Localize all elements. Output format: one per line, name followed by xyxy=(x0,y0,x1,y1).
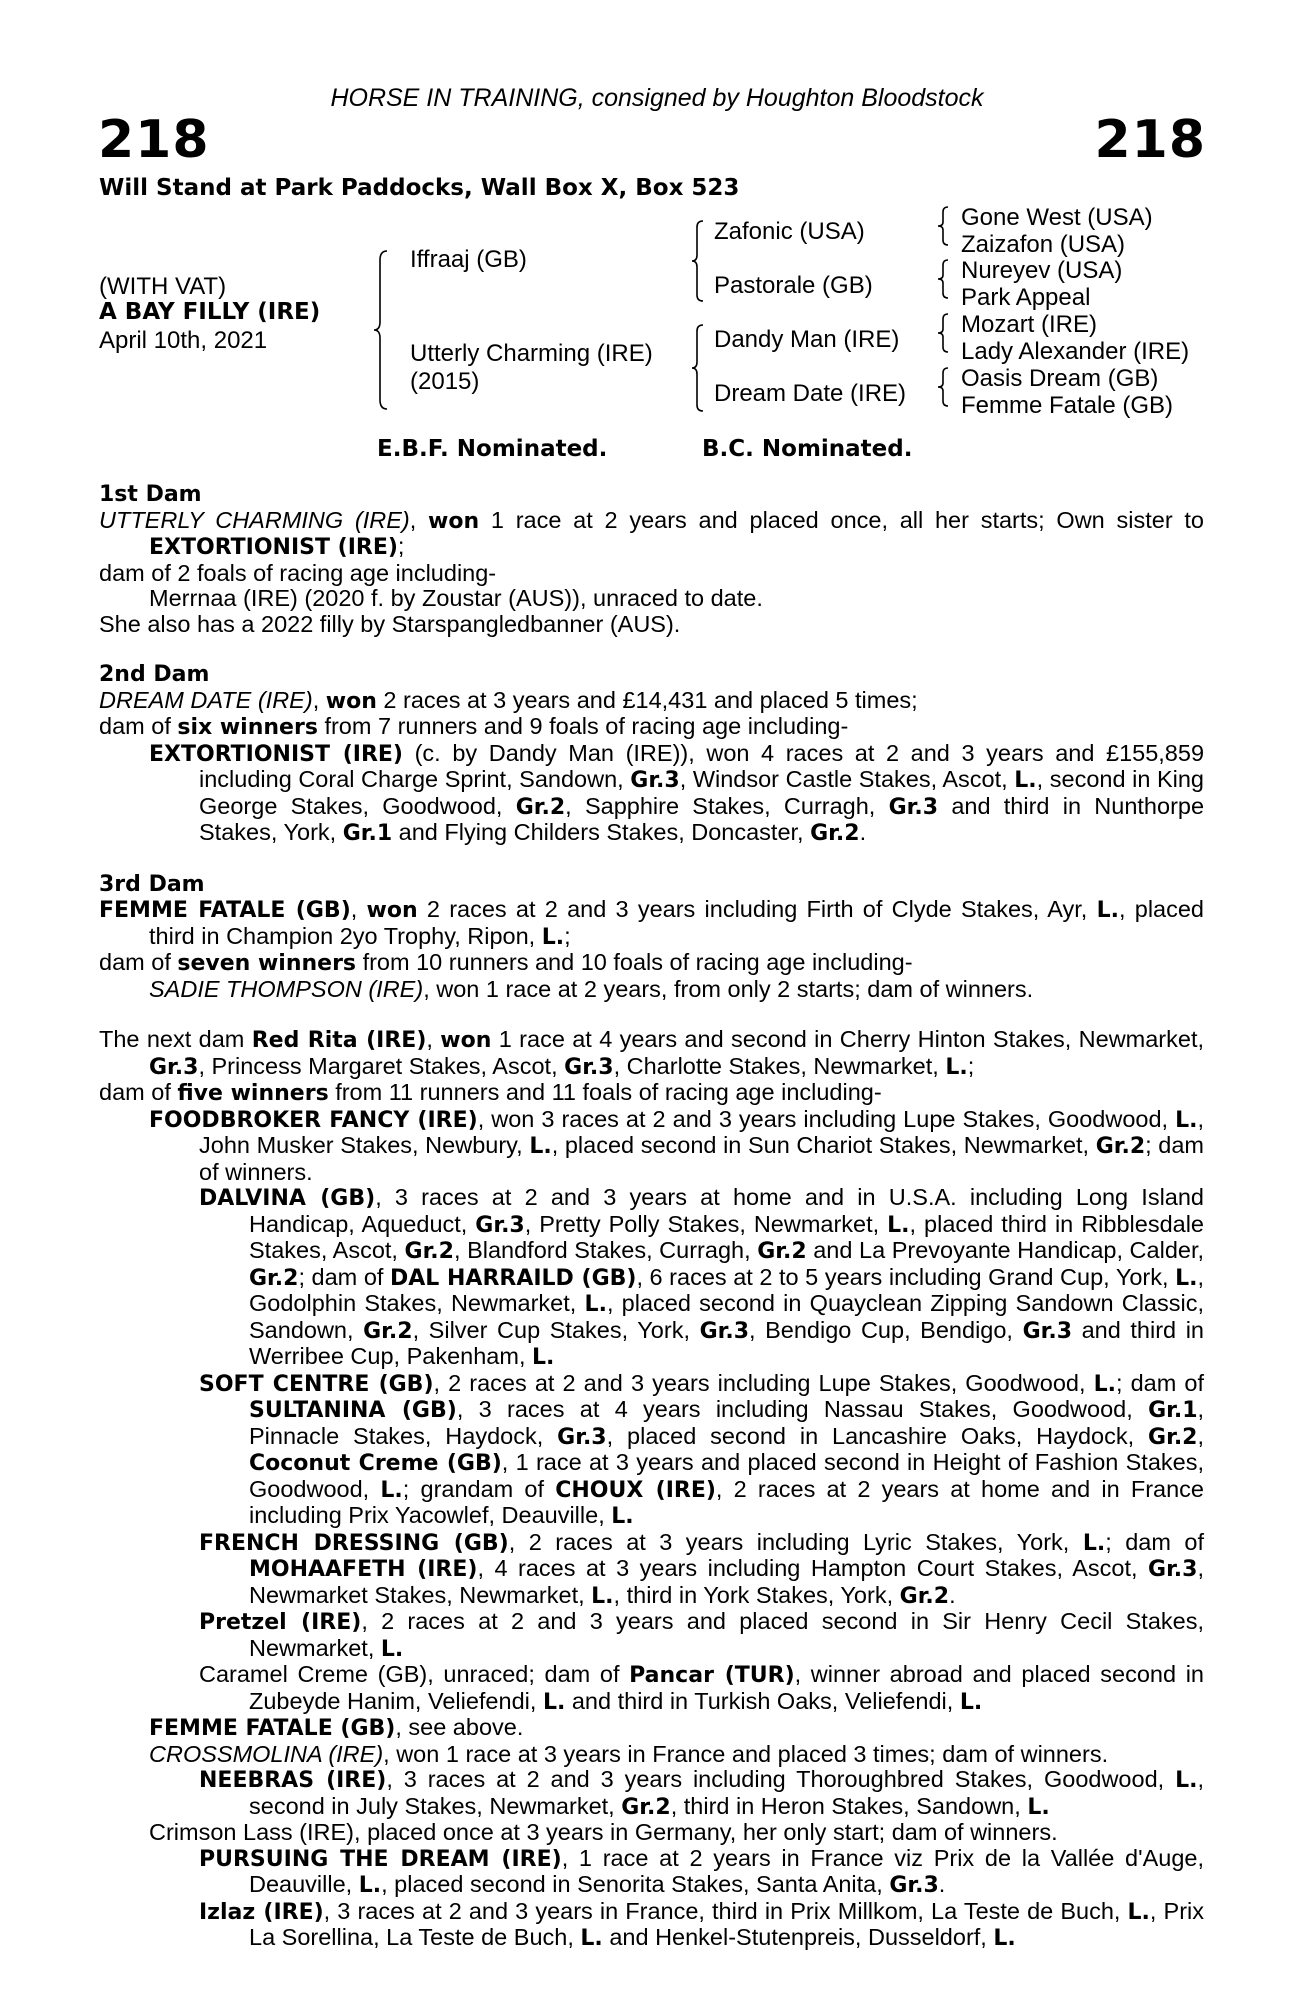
grade-label: L. xyxy=(959,1689,983,1715)
pedigree-brace-g3-1 xyxy=(936,206,950,246)
record-text: , won 3 races at 2 and 3 years including Lupe Stakes, Goodwood, xyxy=(477,1105,1169,1132)
produce-entry-izlaz xyxy=(99,1899,1204,1952)
produce-entry-crimson-lass xyxy=(99,1820,1204,1846)
record-text: , John Musker Stakes, Newbury, xyxy=(199,1105,1204,1158)
record-text: , 2 races at 2 and 3 years including Lupe Stakes, Goodwood, xyxy=(433,1369,1086,1396)
record-text: . xyxy=(938,1871,946,1897)
record-text: , placed second in Senorita Stakes, Santa Anita, xyxy=(381,1871,883,1897)
record-text: and third in Nunthorpe Stakes, York, xyxy=(199,792,1205,845)
record-text: from 7 runners and 9 foals of racing age including- xyxy=(324,713,849,739)
dam-name: Utterly Charming (IRE) xyxy=(410,340,653,367)
sire-sire-name: Zafonic (USA) xyxy=(714,218,865,245)
produce-name: FEMME FATALE (GB) xyxy=(149,1716,396,1741)
record-text: , Pinnacle Stakes, Haydock, xyxy=(249,1396,1205,1449)
next-dam-record: The next dam Red Rita (IRE), won 1 race at 4 years and second in Cherry Hinton Stakes, Newmarket, Gr.3, Princess Margaret Stakes, Ascot, Gr.3, Charlotte Stakes, Newmarket, L.; xyxy=(99,1026,1205,1080)
grade-label: L. xyxy=(358,1873,382,1898)
section-heading-1st-dam: 1st Dam xyxy=(99,482,202,507)
produce-entry-soft-centre xyxy=(99,1371,1204,1530)
won-label: won xyxy=(440,1028,492,1053)
record-text: Crimson Lass (IRE), placed once at 3 years in Germany, her only start; dam of winners. xyxy=(149,1819,1058,1845)
ebf-nomination: E.B.F. Nominated. xyxy=(377,436,608,462)
sire-name: Iffraaj (GB) xyxy=(410,246,527,273)
record-text: , Princess Margaret Stakes, Ascot, xyxy=(198,1052,558,1079)
record-text: , placed second in Quayclean Zipping Sandown Classic, Sandown, xyxy=(249,1290,1204,1343)
record-text: and Flying Childers Stakes, Doncaster, xyxy=(398,819,804,845)
record-text: ; xyxy=(564,922,571,949)
grade-label: Gr.1 xyxy=(342,821,393,846)
record-text: 1 race at 2 years and placed once, all her starts; Own sister to xyxy=(490,506,1204,533)
section-heading-2nd-dam: 2nd Dam xyxy=(99,662,210,687)
record-text: ; dam of xyxy=(1105,1528,1204,1555)
record-text: and Henkel-Stutenpreis, Dusseldorf, xyxy=(609,1924,987,1950)
grade-label: L. xyxy=(591,1583,614,1609)
g3-name: Zaizafon (USA) xyxy=(961,231,1126,258)
produce-name: Pretzel (IRE) xyxy=(199,1610,362,1635)
produce-name: NEEBRAS (IRE) xyxy=(199,1768,387,1793)
g3-name: Nureyev (USA) xyxy=(961,257,1123,284)
stable-location: Will Stand at Park Paddocks, Wall Box X, Box 523 xyxy=(99,175,740,201)
record-text: , Godolphin Stakes, Newmarket, xyxy=(249,1263,1205,1316)
grade-label: L. xyxy=(580,1926,603,1951)
record-text: , 2 races at 2 years at home and in France including Prix Yacowlef, Deauville, xyxy=(249,1475,1204,1528)
bc-nomination: B.C. Nominated. xyxy=(702,436,913,462)
grade-label: Gr.2 xyxy=(1095,1134,1146,1159)
pedigree-brace-g3-2 xyxy=(936,259,950,299)
record-text: The next dam xyxy=(99,1026,245,1052)
g3-name: Femme Fatale (GB) xyxy=(961,392,1174,419)
produce-entry-femme-fatale xyxy=(99,1715,1204,1742)
grade-label: L. xyxy=(541,924,565,950)
record-text: . xyxy=(859,819,867,845)
record-text: , placed second in Lancashire Oaks, Haydock, xyxy=(606,1422,1135,1449)
grade-label: L. xyxy=(1096,898,1119,923)
grade-label: L. xyxy=(380,1636,404,1662)
record-text: dam of xyxy=(99,1079,171,1105)
record-text: , Silver Cup Stakes, York, xyxy=(412,1316,690,1343)
first-dam-produce: dam of 2 foals of racing age including- xyxy=(99,559,497,586)
record-text: , 3 races at 2 and 3 years at home and in U.S.A. including Long Island Handicap, Aqueduct, xyxy=(249,1184,1204,1237)
lot-number-left: 218 xyxy=(98,110,210,170)
grade-label: Gr.3 xyxy=(630,768,680,793)
produce-name: Coconut Creme (GB) xyxy=(249,1451,502,1476)
grade-label: L. xyxy=(1175,1768,1198,1793)
grade-label: Gr.3 xyxy=(475,1212,525,1238)
dam-name: UTTERLY CHARMING (IRE) xyxy=(99,506,410,533)
grade-label: L. xyxy=(529,1134,552,1159)
produce-record xyxy=(99,482,1204,1952)
produce-entry-pursuing-the-dream xyxy=(99,1846,1204,1899)
grade-label: L. xyxy=(611,1504,634,1529)
grade-label: L. xyxy=(532,1345,555,1370)
winners-count: five winners xyxy=(177,1081,329,1106)
grade-label: Gr.2 xyxy=(249,1265,299,1291)
grade-label: Gr.3 xyxy=(888,794,939,820)
grade-label: L. xyxy=(380,1477,403,1503)
record-text: , Blandford Stakes, Curragh, xyxy=(453,1237,751,1263)
grade-label: Gr.2 xyxy=(810,821,860,846)
record-text: . xyxy=(949,1581,956,1608)
pedigree-brace-g3-3 xyxy=(936,313,950,353)
record-text: (c. by Dandy Man (IRE)), won 4 races at 2 and 3 years and £155,859 including Coral Charge Sprint, Sandown, xyxy=(199,739,1205,792)
third-dam-record: FEMME FATALE (GB), won 2 races at 2 and 3 years including Firth of Clyde Stakes, Ayr, L., placed third in Champion 2yo Trophy, Ripon, L.; xyxy=(99,896,1205,950)
record-text: , 2 races at 2 and 3 years and placed second in Sir Henry Cecil Stakes, Newmarket, xyxy=(249,1608,1204,1661)
grade-label: L. xyxy=(1093,1371,1116,1397)
produce-name: MOHAAFETH (IRE) xyxy=(249,1557,478,1582)
won-label: won xyxy=(428,508,480,534)
record-text: 2 races at 2 and 3 years including Firth of Clyde Stakes, Ayr, xyxy=(426,896,1088,922)
record-text: , 1 race at 2 years in France viz Prix de la Vallée d'Auge, Deauville, xyxy=(249,1844,1204,1897)
record-text: 2 races at 3 years and £14,431 and placed 5 times; xyxy=(383,686,918,713)
record-text: , won 1 race at 2 years, from only 2 starts; dam of winners. xyxy=(423,975,1034,1002)
record-text: , second in July Stakes, Newmarket, xyxy=(249,1766,1204,1819)
record-text: 1 race at 4 years and second in Cherry Hinton Stakes, Newmarket, xyxy=(498,1026,1205,1052)
consignor-title: HORSE IN TRAINING, consigned by Houghton Bloodstock xyxy=(330,84,984,112)
produce-name: SOFT CENTRE (GB) xyxy=(199,1371,434,1397)
produce-name: SULTANINA (GB) xyxy=(249,1398,457,1423)
grade-label: Gr.3 xyxy=(564,1054,614,1080)
produce-name: DAL HARRAILD (GB) xyxy=(390,1265,637,1291)
second-dam-record: DREAM DATE (IRE), won 2 races at 3 years and £14,431 and placed 5 times; xyxy=(99,686,918,714)
record-text: , placed third in Champion 2yo Trophy, Ripon, xyxy=(149,896,1205,949)
grade-label: L. xyxy=(887,1212,910,1238)
produce-entry-extortionist xyxy=(99,741,1204,847)
record-text: , 1 race at 3 years and placed second in Height of Fashion Stakes, Goodwood, xyxy=(249,1449,1204,1502)
produce-entry-neebras xyxy=(99,1767,1204,1820)
produce-name: FOODBROKER FANCY (IRE) xyxy=(149,1107,478,1133)
grade-label: L. xyxy=(1127,1899,1150,1925)
record-text: , Windsor Castle Stakes, Ascot, xyxy=(679,766,1008,792)
record-text: , 3 races at 2 and 3 years in France, third in Prix Millkom, La Teste de Buch, xyxy=(323,1897,1121,1924)
record-text: , Pretty Polly Stakes, Newmarket, xyxy=(524,1210,880,1237)
won-label: won xyxy=(325,688,377,714)
g3-name: Lady Alexander (IRE) xyxy=(961,338,1190,365)
grade-label: Gr.3 xyxy=(149,1054,199,1080)
record-text: , Charlotte Stakes, Newmarket, xyxy=(613,1052,939,1079)
record-text: ; dam of winners. xyxy=(199,1132,1204,1185)
vat-note: (WITH VAT) xyxy=(99,273,227,300)
produce-name: PURSUING THE DREAM (IRE) xyxy=(199,1846,562,1872)
dam-foal-year: (2015) xyxy=(410,368,480,395)
dam-name: FEMME FATALE (GB) xyxy=(99,898,351,923)
produce-entry-foodbroker xyxy=(99,1107,1204,1186)
record-text: , Bendigo Cup, Bendigo, xyxy=(749,1316,1013,1343)
grade-label: Gr.3 xyxy=(889,1873,939,1898)
winners-count: six winners xyxy=(177,715,318,740)
produce-name: EXTORTIONIST (IRE) xyxy=(149,741,403,767)
record-text: , Sapphire Stakes, Curragh, xyxy=(565,792,876,819)
pedigree-brace-sire xyxy=(690,220,706,302)
grade-label: Gr.2 xyxy=(621,1794,671,1820)
record-text: , placed third in Ribblesdale Stakes, Ascot, xyxy=(249,1210,1204,1263)
record-text: , third in York Stakes, York, xyxy=(613,1581,894,1608)
produce-name: CROSSMOLINA (IRE) xyxy=(149,1740,384,1767)
grade-label: Gr.3 xyxy=(699,1318,749,1344)
produce-entry-pretzel xyxy=(99,1609,1204,1662)
record-text: and La Prevoyante Handicap, Calder, xyxy=(813,1237,1205,1263)
grade-label: L. xyxy=(1014,768,1037,793)
horse-name: A BAY FILLY (IRE) xyxy=(99,299,321,325)
record-text: , placed second in Sun Chariot Stakes, Newmarket, xyxy=(551,1132,1090,1158)
grade-label: L. xyxy=(1175,1107,1198,1133)
record-text: from 10 runners and 10 foals of racing age including- xyxy=(362,949,913,975)
next-dam-produce xyxy=(99,1080,1204,1107)
foaling-date: April 10th, 2021 xyxy=(99,327,268,354)
grade-label: Gr.2 xyxy=(899,1583,950,1609)
grade-label: Gr.2 xyxy=(363,1318,413,1344)
record-text: ; dam of xyxy=(298,1263,384,1290)
produce-name: DALVINA (GB) xyxy=(199,1186,376,1211)
produce-name: CHOUX (IRE) xyxy=(555,1477,716,1503)
g3-name: Park Appeal xyxy=(961,284,1091,311)
record-text: , second in King George Stakes, Goodwood, xyxy=(199,766,1204,819)
dam-dam-name: Dream Date (IRE) xyxy=(714,380,907,407)
produce-name: Izlaz (IRE) xyxy=(199,1899,324,1925)
g3-name: Mozart (IRE) xyxy=(961,311,1098,338)
produce-name: SADIE THOMPSON (IRE) xyxy=(149,975,424,1002)
grade-label: L. xyxy=(1082,1530,1106,1556)
record-text: dam of xyxy=(99,713,171,739)
grade-label: Gr.2 xyxy=(757,1239,807,1264)
section-heading-3rd-dam: 3rd Dam xyxy=(99,871,205,897)
record-text: , winner abroad and placed second in Zubeyde Hanim, Veliefendi, xyxy=(249,1661,1204,1714)
produce-entry-sadie xyxy=(99,977,1204,1003)
record-text: , Newmarket Stakes, Newmarket, xyxy=(249,1555,1204,1608)
record-text: and third in Turkish Oaks, Veliefendi, xyxy=(571,1687,954,1714)
pedigree-brace-dam xyxy=(690,324,706,412)
won-label: won xyxy=(366,898,418,923)
record-text: , see above. xyxy=(395,1714,524,1740)
record-text: , won 1 race at 3 years in France and placed 3 times; dam of winners. xyxy=(383,1740,1109,1767)
grade-label: L. xyxy=(1027,1794,1050,1820)
record-text: ; xyxy=(967,1052,975,1079)
pedigree-brace-main xyxy=(372,250,390,410)
produce-entry-crossmolina xyxy=(99,1742,1204,1768)
first-dam-record: UTTERLY CHARMING (IRE), won 1 race at 2 years and placed once, all her starts; Own sister to EXTORTIONIST (IRE); xyxy=(99,506,1204,560)
record-text: , Prix La Sorellina, La Teste de Buch, xyxy=(249,1897,1204,1950)
third-dam-produce xyxy=(99,950,1204,977)
grade-label: Gr.2 xyxy=(1148,1424,1198,1450)
dam-name: Red Rita (IRE) xyxy=(251,1028,427,1053)
lot-number-right: 218 xyxy=(1094,110,1206,170)
record-text: , xyxy=(1197,1422,1205,1449)
record-text: , third in Heron Stakes, Sandown, xyxy=(670,1792,1021,1819)
grade-label: L. xyxy=(945,1054,968,1080)
winners-count: seven winners xyxy=(177,951,357,976)
sire-dam-name: Pastorale (GB) xyxy=(714,272,873,299)
grade-label: Gr.3 xyxy=(1022,1318,1072,1344)
produce-entry-caramel-creme xyxy=(99,1662,1204,1715)
produce-name: FRENCH DRESSING (GB) xyxy=(199,1530,509,1556)
punctuation: ; xyxy=(397,533,405,559)
produce-entry-dalvina xyxy=(99,1185,1204,1371)
record-text: from 11 runners and 11 foals of racing age including- xyxy=(335,1079,882,1105)
grade-label: L. xyxy=(993,1926,1016,1951)
dam-name: DREAM DATE (IRE) xyxy=(99,686,313,713)
record-text: , 4 races at 3 years including Hampton Court Stakes, Ascot, xyxy=(477,1555,1138,1581)
record-text: , 3 races at 2 and 3 years including Thoroughbred Stakes, Goodwood, xyxy=(386,1766,1165,1792)
grade-label: Gr.1 xyxy=(1148,1398,1198,1423)
produce-name: Pancar (TUR) xyxy=(629,1663,795,1688)
record-text: Caramel Creme (GB), unraced; dam of xyxy=(199,1661,620,1687)
grade-label: Gr.2 xyxy=(515,794,566,820)
produce-entry-french-dressing xyxy=(99,1530,1204,1610)
first-dam-note: She also has a 2022 filly by Starspangledbanner (AUS). xyxy=(99,610,681,637)
grade-label: L. xyxy=(1175,1265,1198,1291)
grade-label: Gr.3 xyxy=(557,1424,607,1450)
grade-label: Gr.3 xyxy=(1148,1557,1198,1582)
record-text: , 3 races at 4 years including Nassau Stakes, Goodwood, xyxy=(456,1396,1133,1422)
record-text: , 6 races at 2 to 5 years including Grand Cup, York, xyxy=(636,1263,1169,1290)
g3-name: Oasis Dream (GB) xyxy=(961,365,1159,392)
second-dam-produce xyxy=(99,714,1204,741)
grade-label: L. xyxy=(542,1689,566,1715)
record-text: , 2 races at 3 years including Lyric Stakes, York, xyxy=(508,1528,1070,1555)
record-text: dam of xyxy=(99,949,171,975)
produce-entry: Merrnaa (IRE) (2020 f. by Zoustar (AUS)), unraced to date. xyxy=(149,585,763,611)
record-text: and third in Werribee Cup, Pakenham, xyxy=(249,1316,1204,1369)
g3-name: Gone West (USA) xyxy=(961,204,1153,231)
sister-name: EXTORTIONIST (IRE) xyxy=(149,535,398,560)
pedigree-brace-g3-4 xyxy=(936,367,950,407)
dam-sire-name: Dandy Man (IRE) xyxy=(714,326,900,353)
grade-label: L. xyxy=(584,1292,607,1317)
grade-label: Gr.2 xyxy=(404,1239,454,1264)
record-text: ; grandam of xyxy=(402,1475,545,1502)
record-text: ; dam of xyxy=(1116,1369,1205,1396)
